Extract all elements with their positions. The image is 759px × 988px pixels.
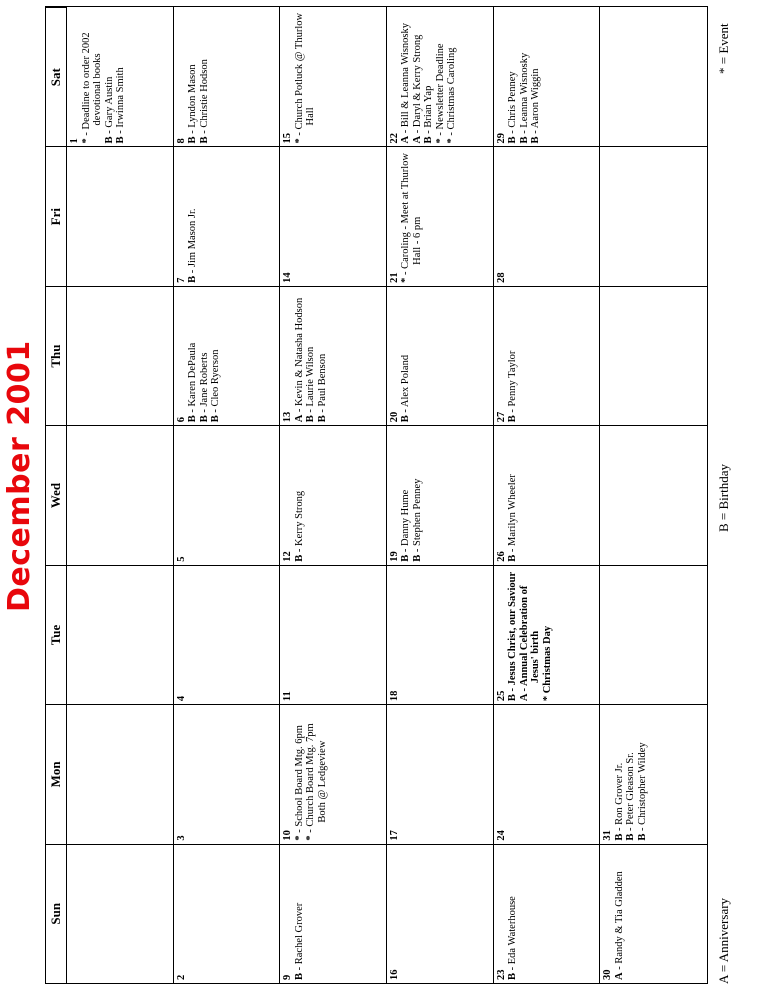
entry-text: - Church Potluck @ Thurlow Hall xyxy=(293,12,317,136)
day-cell xyxy=(280,704,387,843)
entry-text: - Kerry Strong xyxy=(293,490,305,553)
entry-text: - Danny Hume xyxy=(400,489,412,553)
calendar-entry xyxy=(542,569,554,701)
weekday-header-sun: Sun xyxy=(46,844,67,983)
day-cell xyxy=(494,565,601,704)
entry-code: B xyxy=(530,136,542,144)
calendar-entry xyxy=(305,708,328,840)
entry-code: B xyxy=(507,136,519,144)
day-number: 24 xyxy=(495,830,507,841)
day-number: 23 xyxy=(495,969,507,980)
calendar-entry xyxy=(412,10,424,143)
entry-code: B xyxy=(293,554,305,562)
day-number: 9 xyxy=(282,974,294,980)
entry-text: - Rachel Grover xyxy=(293,902,305,971)
day-number: 17 xyxy=(388,830,400,841)
entry-text: - Gary Austin xyxy=(103,76,115,134)
day-number: 7 xyxy=(175,277,187,283)
day-number: 28 xyxy=(495,272,507,283)
entry-code: B xyxy=(613,833,625,841)
day-number: 26 xyxy=(495,551,507,562)
day-number: 21 xyxy=(388,272,400,283)
day-cell xyxy=(280,844,387,983)
day-number: 25 xyxy=(495,690,507,702)
day-cell xyxy=(494,844,601,983)
entry-text: - Paul Benson xyxy=(316,353,328,413)
entry-text: - Jim Mason Jr. xyxy=(187,208,199,274)
day-cell xyxy=(67,704,174,843)
entry-text: - Christmas Caroling xyxy=(446,47,458,136)
calendar-entry xyxy=(507,10,519,143)
entry-text: Christmas Day xyxy=(541,625,553,694)
calendar-entry xyxy=(519,10,531,143)
entry-code: B xyxy=(507,694,519,702)
calendar-entry xyxy=(294,429,306,561)
day-number: 14 xyxy=(282,272,294,283)
calendar-entry xyxy=(199,10,211,143)
calendar-entry xyxy=(294,708,306,840)
entry-text: - Cleo Ryerson xyxy=(210,349,222,413)
entry-code: * xyxy=(434,138,446,144)
day-number: 16 xyxy=(388,969,400,980)
day-cell xyxy=(280,425,387,564)
day-cell xyxy=(494,146,601,285)
entry-code: B xyxy=(187,136,199,144)
day-cell xyxy=(67,425,174,564)
day-cell xyxy=(67,146,174,285)
entry-text: - Alex Poland xyxy=(400,354,412,413)
entry-code: B xyxy=(198,415,210,423)
day-number: 3 xyxy=(175,835,187,841)
calendar-entry xyxy=(507,569,519,701)
weekday-header-wed: Wed xyxy=(46,425,67,564)
entry-code: * xyxy=(400,277,412,283)
entry-code: B xyxy=(293,972,305,980)
entry-text: - Penny Taylor xyxy=(507,350,519,413)
day-cell xyxy=(280,7,387,146)
entry-code: B xyxy=(411,554,423,562)
legend-anniversary: A = Anniversary xyxy=(716,897,731,984)
weekday-header-tue: Tue xyxy=(46,565,67,704)
entry-text: - Newsletter Deadline xyxy=(434,43,446,136)
day-cell xyxy=(174,425,281,564)
day-cell xyxy=(280,146,387,285)
calendar-entry xyxy=(400,150,423,282)
entry-text: - Jesus Christ, our Saviour xyxy=(507,571,519,692)
day-number: 29 xyxy=(495,132,507,144)
entry-code: B xyxy=(400,415,412,423)
entry-code: B xyxy=(507,972,519,980)
entry-code: * xyxy=(446,138,458,144)
calendar-entry xyxy=(507,429,519,561)
entry-code: B xyxy=(210,415,222,423)
day-cell xyxy=(600,844,707,983)
entry-code: B xyxy=(316,415,328,423)
day-number: 5 xyxy=(175,556,187,562)
calendar-entry xyxy=(519,569,542,701)
day-cell xyxy=(387,425,494,564)
calendar-entry xyxy=(187,290,199,422)
entry-text: - Caroling - Meet at Thurlow Hall - 6 pm xyxy=(400,152,423,275)
calendar-entry xyxy=(400,10,412,143)
day-cell xyxy=(600,425,707,564)
day-cell xyxy=(600,565,707,704)
day-cell xyxy=(494,425,601,564)
entry-text: - Stephen Penney xyxy=(411,478,423,553)
entry-code: A xyxy=(400,135,412,144)
weekday-header-sat: Sat xyxy=(46,7,67,146)
calendar-entry xyxy=(294,290,306,422)
entry-code: A xyxy=(613,972,625,980)
calendar-entry xyxy=(625,708,637,840)
day-cell xyxy=(600,286,707,425)
day-cell xyxy=(387,844,494,983)
calendar-entry xyxy=(210,290,222,422)
day-number: 30 xyxy=(602,969,614,980)
calendar-entry xyxy=(81,10,104,143)
day-number: 8 xyxy=(175,138,187,144)
entry-text: - Lyndon Mason xyxy=(187,64,199,134)
calendar-entry xyxy=(187,10,199,143)
day-number: 13 xyxy=(282,411,294,423)
entry-text: - Annual Celebration of Jesus' birth xyxy=(518,585,542,692)
calendar-entry xyxy=(400,290,412,422)
entry-code: B xyxy=(305,415,317,423)
day-cell xyxy=(174,146,281,285)
entry-code: * xyxy=(305,835,317,841)
day-cell xyxy=(494,286,601,425)
day-number: 11 xyxy=(282,691,294,702)
entry-code: B xyxy=(507,415,519,423)
entry-text: - Irwinna Smith xyxy=(115,67,126,134)
entry-text: - Randy & Tia Gladden xyxy=(613,871,625,970)
day-cell xyxy=(387,286,494,425)
day-cell xyxy=(67,7,174,146)
calendar-entry xyxy=(507,848,519,980)
calendar-entry xyxy=(446,10,458,143)
day-cell xyxy=(174,565,281,704)
calendar-entry xyxy=(530,10,542,143)
entry-code: B xyxy=(103,136,115,144)
entry-text: - Laurie Wilson xyxy=(305,346,317,413)
day-cell xyxy=(600,704,707,843)
entry-code: B xyxy=(625,833,637,841)
entry-text: - Eda Waterhouse xyxy=(507,896,519,971)
entry-code: B xyxy=(187,415,199,423)
entry-text: - Daryl & Kerry Strong xyxy=(411,34,423,134)
day-number: 22 xyxy=(388,132,400,144)
calendar-entry xyxy=(187,150,199,282)
day-number: 18 xyxy=(388,690,400,702)
day-number: 27 xyxy=(495,411,507,423)
day-number: 4 xyxy=(175,695,187,702)
entry-text: - Leanna Wisnosky xyxy=(518,52,530,134)
day-cell xyxy=(67,565,174,704)
legend-birthday: B = Birthday xyxy=(716,464,731,532)
calendar-entry xyxy=(104,10,116,143)
day-cell xyxy=(174,286,281,425)
weekday-header-mon: Mon xyxy=(46,704,67,843)
calendar-entry xyxy=(637,708,649,840)
entry-code: B xyxy=(187,275,199,283)
day-cell xyxy=(387,7,494,146)
calendar-entry xyxy=(435,10,447,143)
entry-text: - Bill & Leanna Wisnosky xyxy=(400,23,412,134)
day-number: 20 xyxy=(388,411,400,423)
day-cell xyxy=(67,844,174,983)
entry-text: - Chris Penney xyxy=(507,71,519,134)
page-title: December 2001 xyxy=(2,340,37,612)
entry-text: - Aaron Wiggin xyxy=(530,68,542,134)
day-cell xyxy=(174,844,281,983)
entry-code: B xyxy=(115,136,126,144)
entry-text: - Brian Yap xyxy=(423,85,435,134)
calendar-entry xyxy=(400,429,412,561)
calendar-entry xyxy=(294,848,306,980)
entry-text: - Jane Roberts xyxy=(198,352,210,413)
entry-code: B xyxy=(507,554,519,562)
calendar-entry xyxy=(412,429,424,561)
weekday-header-fri: Fri xyxy=(46,146,67,285)
entry-text: - Church Board Mtg. 7pm Both @ Ledgeview xyxy=(305,723,328,833)
day-number: 12 xyxy=(282,551,294,562)
day-number: 31 xyxy=(602,830,614,841)
calendar-grid xyxy=(45,6,708,984)
day-number: 19 xyxy=(388,551,400,562)
entry-code: B xyxy=(636,833,648,841)
entry-code: A xyxy=(411,135,423,144)
calendar-entry xyxy=(614,848,626,980)
day-cell xyxy=(494,704,601,843)
day-cell xyxy=(387,565,494,704)
entry-text: - Karen DePaula xyxy=(187,342,199,413)
legend-event: * = Event xyxy=(716,23,731,74)
day-cell xyxy=(174,7,281,146)
calendar-entry xyxy=(199,290,211,422)
calendar-entry xyxy=(294,10,317,143)
day-number: 15 xyxy=(282,132,294,144)
entry-text: - School Board Mtg. 6pm xyxy=(293,725,305,833)
entry-text: - Marilyn Wheeler xyxy=(507,474,519,553)
weekday-header-thu: Thu xyxy=(46,286,67,425)
entry-code: B xyxy=(423,136,435,144)
entry-text: - Deadline to order 2002 devotional books xyxy=(80,32,103,136)
entry-code: B xyxy=(518,136,530,144)
entry-text: - Peter Gleason Sr. xyxy=(625,752,637,831)
entry-code: * xyxy=(293,835,305,841)
day-cell xyxy=(280,286,387,425)
day-cell xyxy=(67,286,174,425)
calendar-entry xyxy=(423,10,435,143)
calendar-entry xyxy=(614,708,626,840)
day-number: 1 xyxy=(69,138,80,144)
entry-code: B xyxy=(198,136,210,144)
calendar-entry xyxy=(305,290,317,422)
day-cell xyxy=(387,146,494,285)
entry-code: * xyxy=(80,138,92,144)
day-number: 10 xyxy=(282,830,294,841)
entry-text: - Christopher Wildey xyxy=(636,742,648,831)
day-cell xyxy=(494,7,601,146)
day-cell xyxy=(280,565,387,704)
day-cell xyxy=(600,7,707,146)
day-number: 2 xyxy=(175,974,187,980)
calendar-entry xyxy=(115,10,127,143)
day-cell xyxy=(174,704,281,843)
entry-code: * xyxy=(541,695,553,702)
entry-text: - Kevin & Natasha Hodson xyxy=(293,297,305,413)
day-number: 6 xyxy=(175,417,187,423)
entry-code: A xyxy=(518,694,530,702)
entry-code: B xyxy=(400,554,412,562)
day-cell xyxy=(387,704,494,843)
day-cell xyxy=(600,146,707,285)
entry-code: A xyxy=(293,414,305,423)
entry-text: - Christie Hodson xyxy=(198,59,210,134)
entry-code: * xyxy=(293,138,305,144)
calendar-entry xyxy=(507,290,519,422)
entry-text: - Ron Grover Jr. xyxy=(613,762,625,831)
calendar-entry xyxy=(317,290,329,422)
